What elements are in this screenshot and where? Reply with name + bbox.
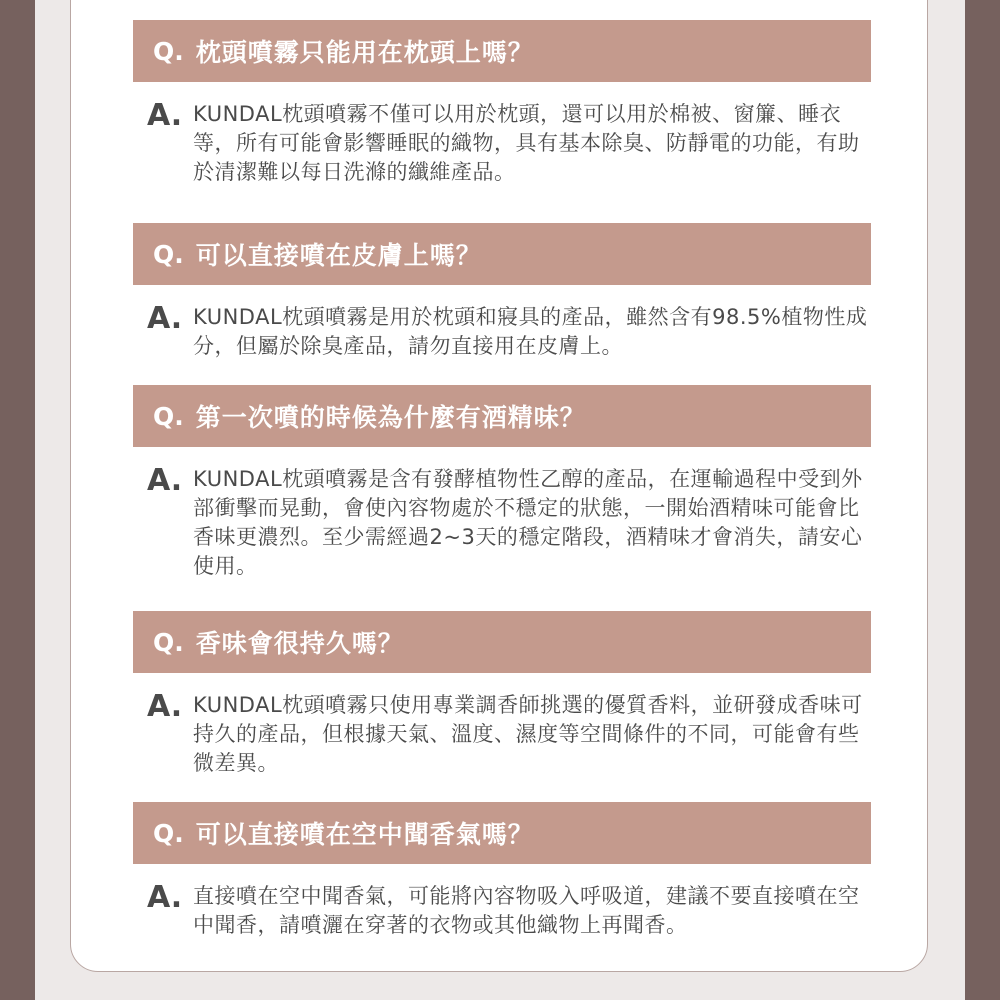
question-bar: [133, 385, 871, 447]
answer-text: KUNDAL枕頭噴霧是用於枕頭和寢具的產品，雖然含有98.5%植物性成分，但屬於除臭產品，請勿直接用在皮膚上。: [193, 305, 868, 358]
answer-text: 直接噴在空中聞香氣，可能將內容物吸入呼吸道，建議不要直接噴在空中聞香，請噴灑在穿著的衣物或其他織物上再聞香。: [193, 884, 860, 937]
question-text: 香味會很持久嗎？: [195, 629, 404, 658]
answer-block: [133, 691, 871, 778]
answer-block: [133, 882, 871, 940]
answer-text: KUNDAL枕頭噴霧是含有發酵植物性乙醇的產品，在運輸過程中受到外部衝擊而晃動，會使內容物處於不穩定的狀態，一開始酒精味可能會比香味更濃烈。至少需經過2~3天的穩定階段，酒精味才會消失，請安心使用。: [193, 467, 863, 578]
question-mark-label: Q.: [153, 627, 184, 657]
answer-mark-label: A.: [147, 880, 183, 915]
answer-block: [133, 465, 871, 581]
answer-mark-label: A.: [147, 98, 183, 133]
answer-mark-label: A.: [147, 463, 183, 498]
answer-text: KUNDAL枕頭噴霧不僅可以用於枕頭，還可以用於棉被、窗簾、睡衣等，所有可能會影響睡眠的織物，具有基本除臭、防靜電的功能，有助於清潔難以每日洗滌的纖維產品。: [193, 102, 860, 184]
question-mark-label: Q.: [153, 239, 184, 269]
answer-block: [133, 100, 871, 187]
question-bar: [133, 611, 871, 673]
answer-text: KUNDAL枕頭噴霧只使用專業調香師挑選的優質香料，並研發成香味可持久的產品，但根據天氣、溫度、濕度等空間條件的不同，可能會有些微差異。: [193, 693, 863, 775]
question-bar: [133, 20, 871, 82]
question-bar: [133, 802, 871, 864]
question-mark-label: Q.: [153, 36, 184, 66]
faq-item-1: [133, 20, 871, 187]
faq-item-5: [133, 802, 871, 940]
right-side-bar: [965, 0, 1000, 1000]
answer-block: [133, 303, 871, 361]
question-mark-label: Q.: [153, 818, 184, 848]
question-text: 枕頭噴霧只能用在枕頭上嗎？: [195, 38, 534, 67]
question-mark-label: Q.: [153, 401, 184, 431]
answer-mark-label: A.: [147, 689, 183, 724]
answer-mark-label: A.: [147, 301, 183, 336]
question-bar: [133, 223, 871, 285]
left-side-bar: [0, 0, 35, 1000]
question-text: 可以直接噴在皮膚上嗎？: [195, 241, 482, 270]
faq-item-2: [133, 223, 871, 361]
faq-item-3: [133, 385, 871, 581]
question-text: 第一次噴的時候為什麼有酒精味？: [195, 403, 586, 432]
faq-item-4: [133, 611, 871, 778]
question-text: 可以直接噴在空中聞香氣嗎？: [195, 820, 534, 849]
